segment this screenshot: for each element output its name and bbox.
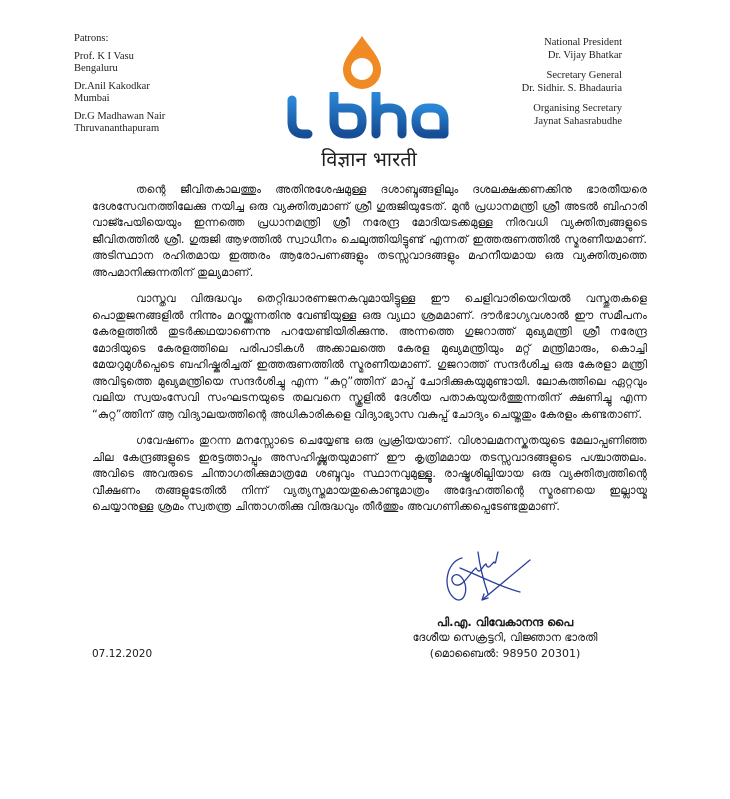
officer-name: Dr. Vijay Bhatkar <box>547 49 622 61</box>
officer-role: Secretary General <box>546 70 622 81</box>
patron-name: Dr.Anil Kakodkar <box>74 80 150 92</box>
officer-name: Dr. Sidhir. S. Bhadauria <box>521 82 622 94</box>
body-paragraph: വാസ്തവ വിരുദ്ധവും തെറ്റിദ്ധാരണജനകവുമായിട്ടുള്ള ഈ ചെളിവാരിയെറിയൽ വസ്തുതകളെ പൊതുജനങ്ങളിൽ നിന്നും മറയ്ക്കുന്നതിനു വേണ്ടിയുള്ള ഒരു വ്യഥാ ശ്രമമാണ്. ദൗർഭാഗ്യവശാൽ ഈ സമീപനം കേരളത്തിൽ തുടർക്കഥയാണെന്നു പറയേണ്ടിയിരിക്കുന്നു. അന്നത്തെ ഗുജറാത്ത് മുഖ്യമന്ത്രി ശ്രീ നരേന്ദ്ര മോദിയുടെ കേരളത്തിലെ പരിപാടികൾ അക്കാലത്തെ കേരള മുഖ്യമന്ത്രിയും മറ്റ് മന്ത്രിമാരും, കൊച്ചി മേയറുമുൾപ്പെടെ ബഹിഷ്കരിച്ചത് ഇത്തരുണത്തിൽ സ്മരണീയമാണ്. ഗുജറാത്ത് സന്ദർശിച്ച ഒരു കേരളാ മന്ത്രി അവിടുത്തെ മുഖ്യമന്ത്രിയെ സന്ദർശിച്ചു എന്ന “കുറ്റ”ത്തിന് മാപ്പ് ചോദിക്കുകയുമുണ്ടായി. ലോകത്തിലെ ഏറ്റവും വലിയ സ്വയംസേവി സംഘടനയുടെ തലവനെ സ്കൂളിൽ ദേശീയ പതാകയുയർത്തുന്നതിന് ക്ഷണിച്ചു എന്ന “കുറ്റ”ത്തിന് ആ വിദ്യാലയത്തിന്റെ അധികാരികളെ വിദ്യാഭ്യാസ വകുപ്പ് ചോദ്യം ചെയ്തതും കേരളം കണ്ടതാണ്. <box>92 292 647 421</box>
patrons-heading: Patrons: <box>74 33 109 44</box>
signatory-contact: (മൊബൈൽ: 98950 20301) <box>429 647 581 660</box>
officer-role: National President <box>544 37 622 48</box>
letter-body <box>92 182 647 526</box>
patron-place: Bengaluru <box>74 63 118 74</box>
patron-entry <box>74 111 165 136</box>
officer-entry <box>422 70 622 95</box>
patron-name: Dr.G Madhawan Nair <box>74 110 166 122</box>
body-paragraph: തന്റെ ജീവിതകാലത്തും അതിനുശേഷമുള്ള ദശാബ്ദങ്ങളിലും ദശലക്ഷക്കണക്കിനു ഭാരതീയരെ ദേശസേവനത്തിലേക്കു നയിച്ച ഒരു വ്യക്തിത്വമാണ് ശ്രീ ഗുരുജിയുടേത്. മുൻ പ്രധാനമന്ത്രി ശ്രീ അടൽ ബിഹാരി വാജ്പേയിയെയും ഇന്നത്തെ പ്രധാനമന്ത്രി ശ്രീ നരേന്ദ്ര മോദിയടക്കമുള്ള നിരവധി വ്യക്തിത്വങ്ങളുടെ ജീവിതത്തിൽ ശ്രീ. ഗുരുജി ആഴത്തിൽ സ്വാധീനം ചെലുത്തിയിട്ടുണ്ട് എന്നത് ഇത്തരുണത്തിൽ സ്മരണീയമാണ്. അടിസ്ഥാന രഹിതമായ ഇത്തരം ആരോപണങ്ങളും തടസ്സവാദങ്ങളും മഹനീയമായ ഒരു വ്യക്തിത്വത്തെ അപമാനിക്കുന്നതിന് തുല്യമാണ്. <box>92 183 647 279</box>
patron-place: Mumbai <box>74 93 110 104</box>
officer-entry <box>422 37 622 62</box>
water-drop-icon <box>340 34 384 90</box>
officer-name: Jaynat Sahasrabudhe <box>534 115 622 127</box>
patron-entry <box>74 51 165 76</box>
patron-entry <box>74 81 165 106</box>
signatory-name: പി.എ. വിവേകാനന്ദ പൈ <box>436 615 574 629</box>
officer-entry <box>422 103 622 128</box>
patron-place: Thruvananthapuram <box>74 123 160 134</box>
signatory-block <box>370 614 640 662</box>
patron-name: Prof. K I Vasu <box>74 50 134 62</box>
patrons-block <box>74 33 165 141</box>
officer-role: Organising Secretary <box>533 103 622 114</box>
officers-block <box>422 37 622 136</box>
body-paragraph: ഗവേഷണം തുറന്ന മനസ്സോടെ ചെയ്യേണ്ട ഒരു പ്രക്രിയയാണ്. വിശാലമനസ്കതയുടെ മേലാപ്പണിഞ്ഞ ചില കേന്ദ്രങ്ങളുടെ ഇരട്ടത്താപ്പും അസഹിഷ്ണുതയുമാണ് ഈ കൃത്രിമമായ തടസ്സവാദങ്ങളുടെ പശ്ചാത്തലം. അവിടെ അവരുടെ ചിന്താഗതിക്കുമാത്രമേ ശബ്ദവും സ്ഥാനവുമുള്ളൂ. രാഷ്ട്രശില്പിയായ ഒരു വ്യക്തിത്വത്തിന്റെ വീക്ഷണം തങ്ങളുടേതിൽ നിന്ന് വ്യത്യസ്തമായതുകൊണ്ടുമാത്രം അദ്ദേഹത്തിന്റെ സ്മരണയെ ഇല്ലായ്മ ചെയ്യാനുള്ള ശ്രമം സ്വതന്ത്ര ചിന്താഗതിക്കു വിരുദ്ധവും തീർത്തും അവഗണിക്കപ്പെടേണ്ടതുമാണ്. <box>92 434 647 513</box>
letter-date: 07.12.2020 <box>92 648 153 660</box>
signature-icon <box>440 548 540 608</box>
signatory-title: ദേശീയ സെക്രട്ടറി, വിജ്ഞാന ഭാരതി <box>412 631 598 644</box>
logo-subtitle: विज्ञान भारती <box>321 147 417 171</box>
